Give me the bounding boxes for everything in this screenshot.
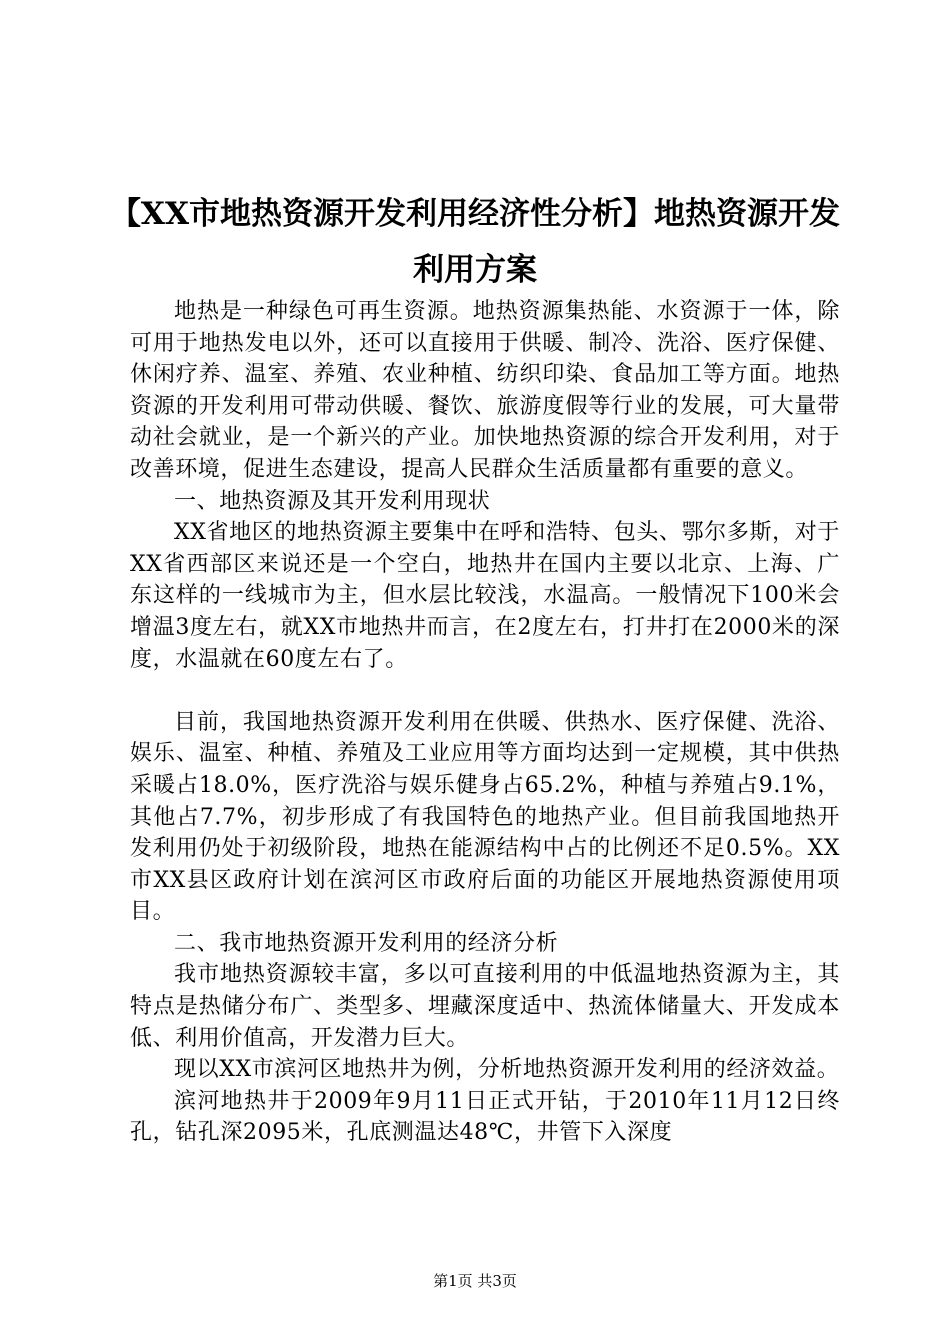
paragraph-binhe-well: 滨河地热井于2009年9月11日正式开钻，于2010年11月12日终孔，钻孔深2095米，孔底测温达48℃，井管下入深度 xyxy=(130,1088,840,1146)
document-body xyxy=(130,296,840,1149)
paragraph-national-status: 目前，我国地热资源开发利用在供暖、供热水、医疗保健、洗浴、娱乐、温室、种植、养殖及工业应用等方面均达到一定规模，其中供热采暖占18.0%，医疗洗浴与娱乐健身占65.2%，种植与养殖占9.1%，其他占7.7%，初步形成了有我国特色的地热产业。但目前我国地热开发利用仍处于初级阶段，地热在能源结构中占的比例还不足0.5%。XX市XX县区政府计划在滨河区市政府后面的功能区开展地热资源使用项目。 xyxy=(130,709,840,925)
paragraph-intro: 地热是一种绿色可再生资源。地热资源集热能、水资源于一体，除可用于地热发电以外，还可以直接用于供暖、制冷、洗浴、医疗保健、休闲疗养、温室、养殖、农业种植、纺织印染、食品加工等方面。地热资源的开发利用可带动供暖、餐饮、旅游度假等行业的发展，可大量带动社会就业，是一个新兴的产业。加快地热资源的综合开发利用，对于改善环境，促进生态建设，提高人民群众生活质量都有重要的意义。 xyxy=(130,299,840,482)
blank-line xyxy=(130,675,840,707)
section-heading-2: 二、我市地热资源开发利用的经济分析 xyxy=(174,930,559,956)
paragraph-example-intro: 现以XX市滨河区地热井为例，分析地热资源开发利用的经济效益。 xyxy=(174,1057,840,1083)
section-heading-1: 一、地热资源及其开发利用现状 xyxy=(174,488,491,514)
paragraph-local-resources: 我市地热资源较丰富，多以可直接利用的中低温地热资源为主，其特点是热储分布广、类型多、埋藏深度适中、热流体储量大、开发成本低、利用价值高，开发潜力巨大。 xyxy=(130,962,840,1051)
page-footer: 第1页 共3页 xyxy=(433,1272,517,1290)
paragraph-current-status: XX省地区的地热资源主要集中在呼和浩特、包头、鄂尔多斯，对于XX省西部区来说还是一个空白，地热井在国内主要以北京、上海、广东这样的一线城市为主，但水层比较浅，水温高。一般情况下100米会增温3度左右，就XX市地热井而言，在2度左右，打井打在2000米的深度，水温就在60度左右了。 xyxy=(130,520,840,672)
document-title: 【XX市地热资源开发利用经济性分析】地热资源开发利用方案 xyxy=(109,196,841,288)
